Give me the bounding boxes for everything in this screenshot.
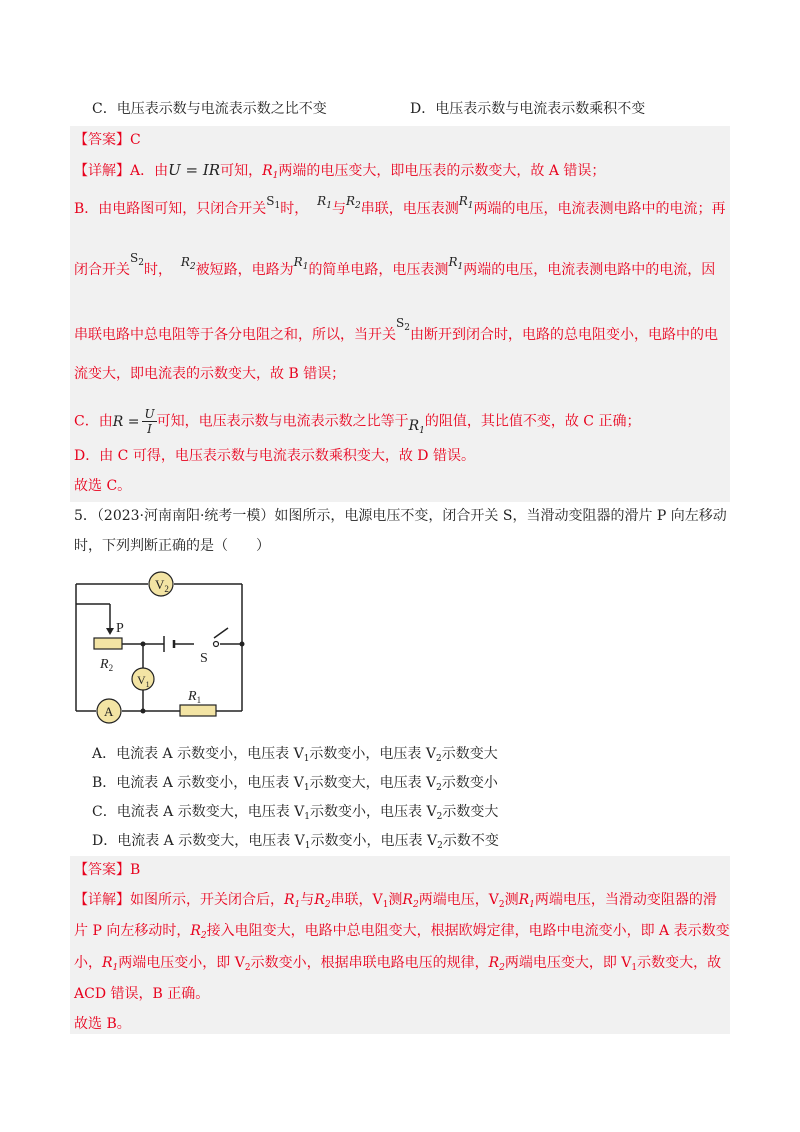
- resistor-r1: [180, 705, 216, 716]
- text: 可知，电压表示数与电流表示数之比等于: [156, 413, 409, 430]
- text: 串联电路中总电阻等于各分电阻之和，所以，当开关: [74, 327, 396, 343]
- q5-stem-line1: 5．（2023·河南南阳·统考一模）如图所示，电源电压不变，闭合开关 S，当滑动变阻器的滑片 P 向左移动: [74, 508, 727, 524]
- text: 被短路，电路为: [195, 262, 294, 278]
- text: 可知，: [220, 163, 263, 179]
- text: 两端的电压，电流表测电路中的电流，因: [463, 262, 716, 278]
- voltmeter-v2-label: $V_2$: [155, 577, 169, 594]
- var-r1: $R_1$: [293, 255, 309, 272]
- detail-line-d: D．由 C 可得，电压表示数与电流表示数乘积变大，故 D 错误。: [74, 448, 475, 464]
- text: 的阻值，其比值不变，故 C 正确；: [424, 413, 641, 430]
- var-r1: $R_1$: [458, 194, 474, 211]
- detail-line-b2: [74, 251, 716, 285]
- q5-detail-line4: ACD 错误，B 正确。: [74, 986, 210, 1002]
- q5-detail-line1: 【详解】如图所示，开关闭合后，$R_1$与$R_2$串联，$V_1$测$R_2$两端电压，$V_2$测$R_1$两端电压，当滑动变阻器的滑: [74, 892, 717, 910]
- label-r2: $R_2$: [100, 657, 114, 673]
- rheostat-r2: [94, 638, 122, 649]
- detail-line-b3: [74, 316, 718, 350]
- text: 时，: [280, 201, 309, 217]
- junction-dot: [141, 642, 146, 647]
- text: 与: [331, 201, 346, 217]
- var-r2: $R_2$: [345, 194, 361, 211]
- voltmeter-v1-label: $V_1$: [137, 673, 150, 689]
- text: 两端的电压变大，即电压表的示数变大，故 A 错误；: [278, 163, 606, 179]
- switch-contact: [214, 642, 219, 647]
- text: 闭合开关: [74, 262, 130, 278]
- label-r1: $R_1$: [188, 689, 202, 705]
- detail-tag: 【详解】: [74, 163, 130, 179]
- answer-tag: 【答案】: [74, 862, 130, 878]
- detail-line-c: [74, 407, 640, 437]
- q5-option-d: D．电流表 A 示数变大，电压表 $V_1$示数变小，电压表 $V_2$示数不变: [92, 833, 499, 851]
- text: A．由: [130, 163, 169, 179]
- detail-line-a: 【详解】A．由U = IR可知，$R_1$两端的电压变大，即电压表的示数变大，故 A 错误；: [74, 161, 606, 181]
- answer-value: C: [130, 132, 141, 148]
- formula-uir: U = IR: [168, 161, 221, 179]
- var-s2: $S_2$: [396, 316, 410, 333]
- q5-stem-line2: 时，下列判断正确的是（ ）: [74, 538, 270, 554]
- q5-option-c: C．电流表 A 示数变大，电压表 $V_1$示数变小，电压表 $V_2$示数变大: [92, 804, 499, 822]
- slider-arrow-icon: [106, 628, 114, 635]
- text: 由断开到闭合时，电路的总电阻变小，电路中的电: [409, 327, 718, 343]
- junction-dot: [240, 642, 245, 647]
- detail-line-b1: [74, 194, 726, 224]
- q5-detail-line3: 小，$R_1$两端电压变小，即 $V_2$示数变小，根据串联电路电压的规律，$R_2$两端电压变大，即 $V_1$示数变大，故: [74, 955, 722, 973]
- text: 的简单电路，电压表测: [308, 262, 449, 278]
- var-r2: $R_2$: [180, 255, 196, 272]
- answer-line-q4: [74, 130, 141, 150]
- answer-tag: 【答案】: [74, 132, 130, 148]
- var-r1: R: [262, 163, 273, 179]
- ammeter-label: A: [104, 704, 114, 719]
- var-s1: $S_1$: [266, 194, 281, 211]
- var-s2: $S_2$: [130, 251, 144, 268]
- formula-r-eq-u-over-i: R = $\frac{U}{I}$: [112, 407, 155, 436]
- text: 两端的电压，电流表测电路中的电流；再: [473, 201, 726, 217]
- detail-tag: 【详解】: [74, 892, 130, 908]
- answer-line-q5: [74, 860, 140, 880]
- circuit-diagram: [70, 566, 250, 726]
- answer-value: B: [130, 862, 141, 878]
- text: 时，: [143, 262, 172, 278]
- conclusion-q5: 故选 B。: [74, 1016, 131, 1032]
- text: 串联，电压表测: [360, 201, 459, 217]
- option-c: C．电压表示数与电流表示数之比不变: [92, 101, 327, 117]
- var-r1: $R_1$: [317, 194, 332, 211]
- label-p: P: [116, 621, 124, 636]
- q5-detail-line2: 片 P 向左移动时，$R_2$接入电阻变大，电路中总电阻变大，根据欧姆定律，电路中电流变小，即 A 表示数变: [74, 923, 730, 941]
- option-d: D．电压表示数与电流表示数乘积不变: [410, 101, 646, 117]
- var-r1: $R_1$: [448, 255, 464, 272]
- conclusion-q4: 故选 C。: [74, 478, 132, 494]
- text: B．由电路图可知，只闭合开关: [74, 201, 267, 217]
- q5-option-a: A．电流表 A 示数变小，电压表 $V_1$示数变小，电压表 $V_2$示数变大: [92, 746, 498, 764]
- text: C．由: [74, 413, 113, 430]
- var-r1: $R_1$: [408, 417, 425, 436]
- q5-option-b: B．电流表 A 示数变小，电压表 $V_1$示数变大，电压表 $V_2$示数变小: [92, 775, 498, 793]
- detail-line-b4: 流变大，即电流表的示数变大，故 B 错误；: [74, 366, 346, 382]
- junction-dot: [141, 709, 146, 714]
- label-s: S: [200, 651, 208, 666]
